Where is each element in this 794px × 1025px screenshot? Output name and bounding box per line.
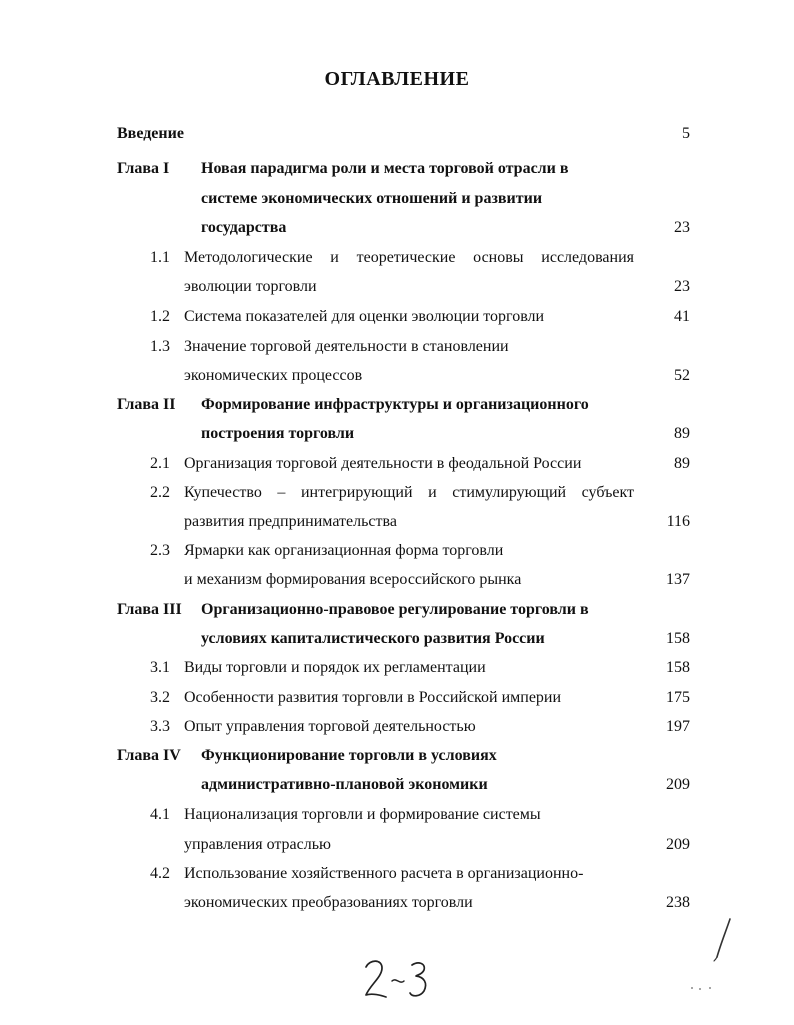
section-3-1-page: 158	[666, 659, 690, 676]
chapter-3-title-line-2: условиях капиталистического развития России	[201, 630, 545, 647]
section-1-1-page: 23	[674, 278, 690, 295]
section-1-2-page: 41	[674, 308, 690, 325]
section-4-1-line-1: Национализация торговли и формирование системы	[184, 806, 541, 823]
section-1-1-line-1: Методологические и теоретические основы исследования	[184, 249, 634, 266]
section-2-2-number: 2.2	[150, 484, 170, 501]
chapter-3-label: Глава III	[117, 601, 182, 618]
section-1-3-line-1: Значение торговой деятельности в становлении	[184, 338, 509, 355]
section-2-3-page: 137	[666, 571, 690, 588]
section-3-3-page: 197	[666, 718, 690, 735]
chapter-1-title-line-3: государства	[201, 219, 287, 236]
section-4-2-page: 238	[666, 894, 690, 911]
chapter-3-page: 158	[666, 630, 690, 647]
section-2-1-page: 89	[674, 455, 690, 472]
section-4-2-line-1: Использование хозяйственного расчета в организационно-	[184, 865, 584, 882]
chapter-2-title-line-1: Формирование инфраструктуры и организационного	[201, 396, 589, 413]
section-2-3-line-2: и механизм формирования всероссийского рынка	[184, 571, 522, 588]
section-3-2-line-1: Особенности развития торговли в Российской империи	[184, 689, 562, 706]
section-2-1-number: 2.1	[150, 455, 170, 472]
section-3-1-number: 3.1	[150, 659, 170, 676]
intro-label: Введение	[117, 125, 184, 142]
section-2-3-number: 2.3	[150, 542, 170, 559]
chapter-4-title-line-2: административно-плановой экономики	[201, 776, 488, 793]
section-2-2-line-1: Купечество – интегрирующий и стимулирующий субъект	[184, 484, 634, 501]
chapter-4-page: 209	[666, 776, 690, 793]
section-3-2-number: 3.2	[150, 689, 170, 706]
section-1-2-line-1: Система показателей для оценки эволюции торговли	[184, 308, 545, 325]
section-4-1-line-2: управления отраслью	[184, 836, 331, 853]
chapter-1-page: 23	[674, 219, 690, 236]
section-3-2-page: 175	[666, 689, 690, 706]
section-4-2-number: 4.2	[150, 865, 170, 882]
section-3-3-line-1: Опыт управления торговой деятельностью	[184, 718, 476, 735]
section-2-1-line-1: Организация торговой деятельности в феодальной России	[184, 455, 582, 472]
chapter-2-title-line-2: построения торговли	[201, 425, 355, 442]
section-4-2-line-2: экономических преобразованиях торговли	[184, 894, 473, 911]
section-1-1-line-2: эволюции торговли	[184, 278, 317, 295]
chapter-2-label: Глава II	[117, 396, 176, 413]
section-1-3-number: 1.3	[150, 338, 170, 355]
section-1-3-line-2: экономических процессов	[184, 367, 363, 384]
scan-dots	[688, 982, 718, 994]
section-1-3-page: 52	[674, 367, 690, 384]
chapter-4-label: Глава IV	[117, 747, 181, 764]
chapter-1-title-line-2: системе экономических отношений и развитии	[201, 190, 543, 207]
section-2-3-line-1: Ярмарки как организационная форма торговли	[184, 542, 504, 559]
intro-page: 5	[682, 125, 690, 142]
handwritten-page-range	[360, 955, 440, 1005]
section-2-2-page: 116	[666, 513, 690, 530]
section-3-3-number: 3.3	[150, 718, 170, 735]
pencil-slash-mark	[708, 915, 738, 965]
chapter-4-title-line-1: Функционирование торговли в условиях	[201, 747, 497, 764]
section-1-1-number: 1.1	[150, 249, 170, 266]
section-4-1-page: 209	[666, 836, 690, 853]
chapter-1-title-line-1: Новая парадигма роли и места торговой отрасли в	[201, 160, 569, 177]
section-2-2-line-2: развития предпринимательства	[184, 513, 397, 530]
chapter-2-page: 89	[674, 425, 690, 442]
section-3-1-line-1: Виды торговли и порядок их регламентации	[184, 659, 486, 676]
section-1-2-number: 1.2	[150, 308, 170, 325]
chapter-1-label: Глава I	[117, 160, 170, 177]
chapter-3-title-line-1: Организационно-правовое регулирование торговли в	[201, 601, 589, 618]
page-title: ОГЛАВЛЕНИЕ	[324, 68, 470, 90]
section-4-1-number: 4.1	[150, 806, 170, 823]
